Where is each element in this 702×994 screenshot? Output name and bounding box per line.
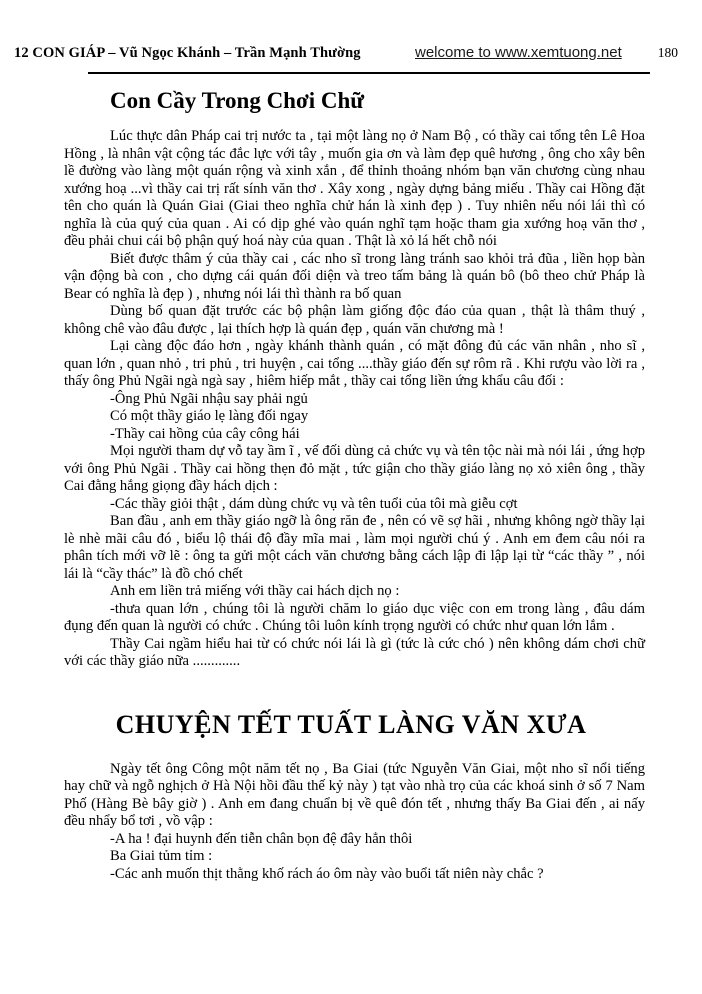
header-divider (88, 72, 650, 74)
couplet-line: -Ông Phủ Ngãi nhậu say phải ngủ (110, 390, 308, 407)
section-title-2: CHUYỆN TẾT TUẤT LÀNG VĂN XƯA (115, 709, 587, 739)
paragraph: Biết được thâm ý của thầy cai , các nho sĩ trong làng tránh sao khỏi trả đũa , liền họp bàn vận động bà con , cho dựng cái quán đối diện và treo tấm bảng là quán bô (bô theo chử Pháp là Bear có nghĩa là đẹp ) , nhưng nói lái thì thành ra bố quan (64, 250, 645, 302)
paragraph: Ban đầu , anh em thầy giáo ngỡ là ông răn đe , nên có vẽ sợ hãi , nhưng không ngờ thầy lại lè nhè mãi câu đó , biểu lộ thái độ đầy mĩa mai , làm mọi người chú ý . Anh em đem câu nói ra phân tích mới vỡ lẽ : ông ta gửi một cách văn chương bằng cách lập đi lập lại từ “các thầy ” , nói lái là “cầy thác” là đồ chó chết (64, 513, 645, 582)
section-1-body (64, 128, 645, 671)
page-number: 180 (657, 45, 678, 60)
section-title-1: Con Cầy Trong Chơi Chữ (110, 88, 365, 113)
site-link[interactable]: welcome to www.xemtuong.net (414, 44, 622, 61)
paragraph: Ngày tết ông Công một năm tết nọ , Ba Giai (tức Nguyễn Văn Giai, một nho sĩ nổi tiếng hay chữ và ngỗ nghịch ở Hà Nội hồi đầu thế kỷ này ) tạt vào nhà trọ của các khoá sinh ở số 7 Nam Phố (Hàng Bè bây giờ ) . Anh em đang chuẩn bị về quê đón tết , nhưng thấy Ba Giai đến , ai nấy đều nhẩy bổ tơi , vồ vập : (64, 760, 645, 829)
page-header (0, 0, 702, 62)
dialogue-line: -A ha ! đại huynh đến tiễn chân bọn đệ đây hẳn thôi (110, 830, 413, 847)
couplet-line: Có một thầy giáo lẹ làng đối ngay (110, 408, 309, 424)
paragraph: Mọi người tham dự vỗ tay ầm ĩ , vế đối dùng cả chức vụ và tên tộc nài mà nói lái , ứng hợp với ông Phủ Ngãi . Thầy cai hồng thẹn đỏ mặt , tức giận cho thầy giáo làng nọ xỏ xiên ông , thầy Cai đằng hắng giọng đầy hách dịch : (64, 443, 645, 494)
paragraph: Lúc thực dân Pháp cai trị nước ta , tại một làng nọ ở Nam Bộ , có thầy cai tổng tên Lê Hoa Hồng , là nhân vật cộng tác đắc lực với tây , muốn gia ơn và làm đẹp quê hương , ông cho xây bên lề đường vào làng một quán rộng và xinh xắn , để thỉnh thoảng nhóm bạn văn chương cùng nhau xướng hoạ ...vì thầy cai trị rất sính văn thơ . Xây xong , ngày dựng bảng miếu . Thầy cai Hồng đặt tên cho quán là Quán Giai (Giai theo nghĩa chử hán là xinh đẹp ) . Tuy nhiên nếu nói lái thì có nghĩa là của quý của quan . Ai có dịp ghé vào quán nghĩ tạm hoặc tham gia xướng hoạ văn thơ , đều phải chui cái bộ phận quý hoá này của quan . Thật là xỏ lá hết chỗ nói (64, 128, 645, 249)
paragraph: Thầy Cai ngầm hiểu hai từ có chức nói lái là gì (tức là cức chó ) nên không dám chơi chữ với các thầy giáo nữa ............. (64, 635, 645, 669)
section-2-body (64, 761, 645, 884)
paragraph: Anh em liền trả miếng với thầy cai hách dịch nọ : (110, 583, 400, 599)
dialogue-line: -Các anh muốn thịt thằng khố rách áo ôm này vào buổi tất niên này chắc ? (110, 865, 544, 882)
couplet-line: -Thầy cai hồng của cây công hái (110, 425, 300, 442)
dialogue-paragraph: -thưa quan lớn , chúng tôi là người chăm lo giáo dục việc con em trong làng , đâu dám đụng đến quan là người có chức . Chúng tôi luôn kính trọng người có chức như quan lớn lắm . (64, 600, 645, 634)
paragraph: Dùng bố quan đặt trước các bộ phận làm giống độc đáo của quan , thật là thâm thuý , không chê vào đâu được , lại thích hợp là quán đẹp , quán văn chương mà ! (64, 303, 645, 337)
book-title: 12 CON GIÁP – Vũ Ngọc Khánh – Trần Mạnh Thường (14, 45, 361, 61)
paragraph: Ba Giai tủm tỉm : (110, 848, 213, 864)
dialogue-line: -Các thầy giỏi thật , dám dùng chức vụ và tên tuổi của tôi mà giễu cợt (110, 495, 518, 512)
paragraph: Lại càng độc đáo hơn , ngày khánh thành quán , có mặt đông đủ các văn nhân , nho sĩ , quan lớn , quan nhỏ , tri phủ , tri huyện , cai tổng ....thầy giáo đến sự rôm rã . Khi rượu vào lời ra , thấy ông Phủ Ngãi ngà ngà say , hiêm hiếp mắt , thầy cai tổng liền ứng khẩu câu đối : (64, 338, 645, 389)
